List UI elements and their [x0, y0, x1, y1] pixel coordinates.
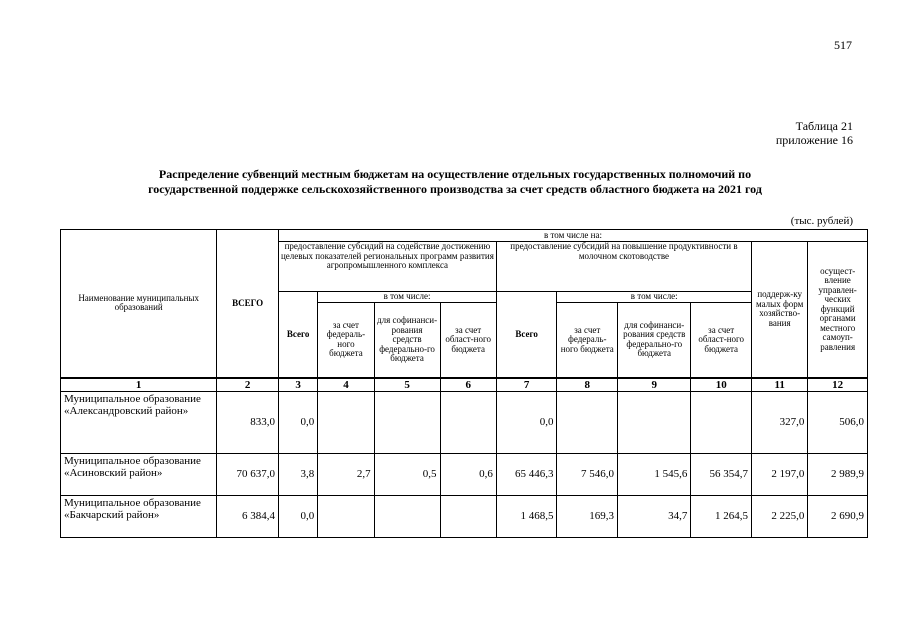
cell: [618, 391, 691, 453]
cell: [318, 495, 374, 537]
header-group-agro: предоставление субсидий на содействие достижению целевых показателей региональных программ развития агропромышленного комплекса: [278, 242, 496, 292]
header-agro-regional: за счет област-ного бюджета: [440, 303, 496, 378]
cell: 2 197,0: [752, 453, 808, 495]
cell: 0,5: [374, 453, 440, 495]
document-title: [60, 167, 850, 197]
col-num: 12: [808, 378, 868, 392]
cell: 506,0: [808, 391, 868, 453]
title-line-1: Распределение субвенций местным бюджетам на осуществление отдельных государственных полномочий по: [158, 167, 752, 181]
cell: [318, 391, 374, 453]
cell: [440, 391, 496, 453]
col-num: 8: [557, 378, 618, 392]
cell: 2 690,9: [808, 495, 868, 537]
table-row: [61, 453, 868, 495]
header-total: ВСЕГО: [217, 230, 279, 378]
header-agro-cofinance: для софинанси-рования средств федерально-го бюджета: [374, 303, 440, 378]
header-dairy-regional: за счет област-ного бюджета: [691, 303, 752, 378]
header-including: в том числе на:: [278, 230, 867, 242]
cell: 65 446,3: [496, 453, 557, 495]
cell: 2 225,0: [752, 495, 808, 537]
units-label: (тыс. рублей): [790, 215, 853, 227]
col-num: 5: [374, 378, 440, 392]
municipality-name: Муниципальное образование «Александровский район»: [61, 391, 217, 453]
table-label: Таблица 21: [795, 119, 853, 133]
cell: 0,0: [278, 495, 317, 537]
header-name: Наименование муниципальных образований: [61, 230, 217, 378]
col-num: 6: [440, 378, 496, 392]
cell: 1 264,5: [691, 495, 752, 537]
col-num: 11: [752, 378, 808, 392]
cell: [557, 391, 618, 453]
cell: 2 989,9: [808, 453, 868, 495]
cell: 34,7: [618, 495, 691, 537]
appendix-label: приложение 16: [775, 133, 853, 147]
cell: 7 546,0: [557, 453, 618, 495]
cell: 56 354,7: [691, 453, 752, 495]
cell: 0,6: [440, 453, 496, 495]
cell: [691, 391, 752, 453]
cell: 169,3: [557, 495, 618, 537]
cell: 3,8: [278, 453, 317, 495]
page-number: 517: [834, 38, 852, 52]
municipality-name: Муниципальное образование «Бакчарский район»: [61, 495, 217, 537]
cell: [374, 391, 440, 453]
table-row: [61, 495, 868, 537]
col-num: 1: [61, 378, 217, 392]
cell: 0,0: [496, 391, 557, 453]
cell: [374, 495, 440, 537]
cell: 70 637,0: [217, 453, 279, 495]
cell: 1 468,5: [496, 495, 557, 537]
cell: 2,7: [318, 453, 374, 495]
col-num: 10: [691, 378, 752, 392]
table-row: [61, 391, 868, 453]
cell: 1 545,6: [618, 453, 691, 495]
header-dairy-including: в том числе:: [557, 292, 752, 303]
table-caption: [776, 119, 853, 147]
cell: 0,0: [278, 391, 317, 453]
municipality-name: Муниципальное образование «Асиновский район»: [61, 453, 217, 495]
header-agro-all: Всего: [278, 292, 317, 378]
header-group-dairy: предоставление субсидий на повышение продуктивности в молочном скотоводстве: [496, 242, 751, 292]
header-management: осущест-вление управлен-ческих функций органами местного самоуп-равления: [808, 242, 868, 378]
col-num: 3: [278, 378, 317, 392]
col-num: 9: [618, 378, 691, 392]
col-num: 4: [318, 378, 374, 392]
cell: 6 384,4: [217, 495, 279, 537]
header-agro-including: в том числе:: [318, 292, 497, 303]
title-line-2: государственной поддержке сельскохозяйственного производства за счет средств областного бюджета на 2021 год: [148, 182, 762, 196]
header-dairy-cofinance: для софинанси-рования средств федерально-го бюджета: [618, 303, 691, 378]
col-num: 7: [496, 378, 557, 392]
header-agro-federal: за счет федераль-ного бюджета: [318, 303, 374, 378]
cell: 327,0: [752, 391, 808, 453]
cell: [440, 495, 496, 537]
header-dairy-all: Всего: [496, 292, 557, 378]
header-small-farms: поддерж-ку малых форм хозяйство-вания: [752, 242, 808, 378]
header-dairy-federal: за счет федераль-ного бюджета: [557, 303, 618, 378]
col-num: 2: [217, 378, 279, 392]
subsidy-table: [60, 229, 868, 538]
cell: 833,0: [217, 391, 279, 453]
